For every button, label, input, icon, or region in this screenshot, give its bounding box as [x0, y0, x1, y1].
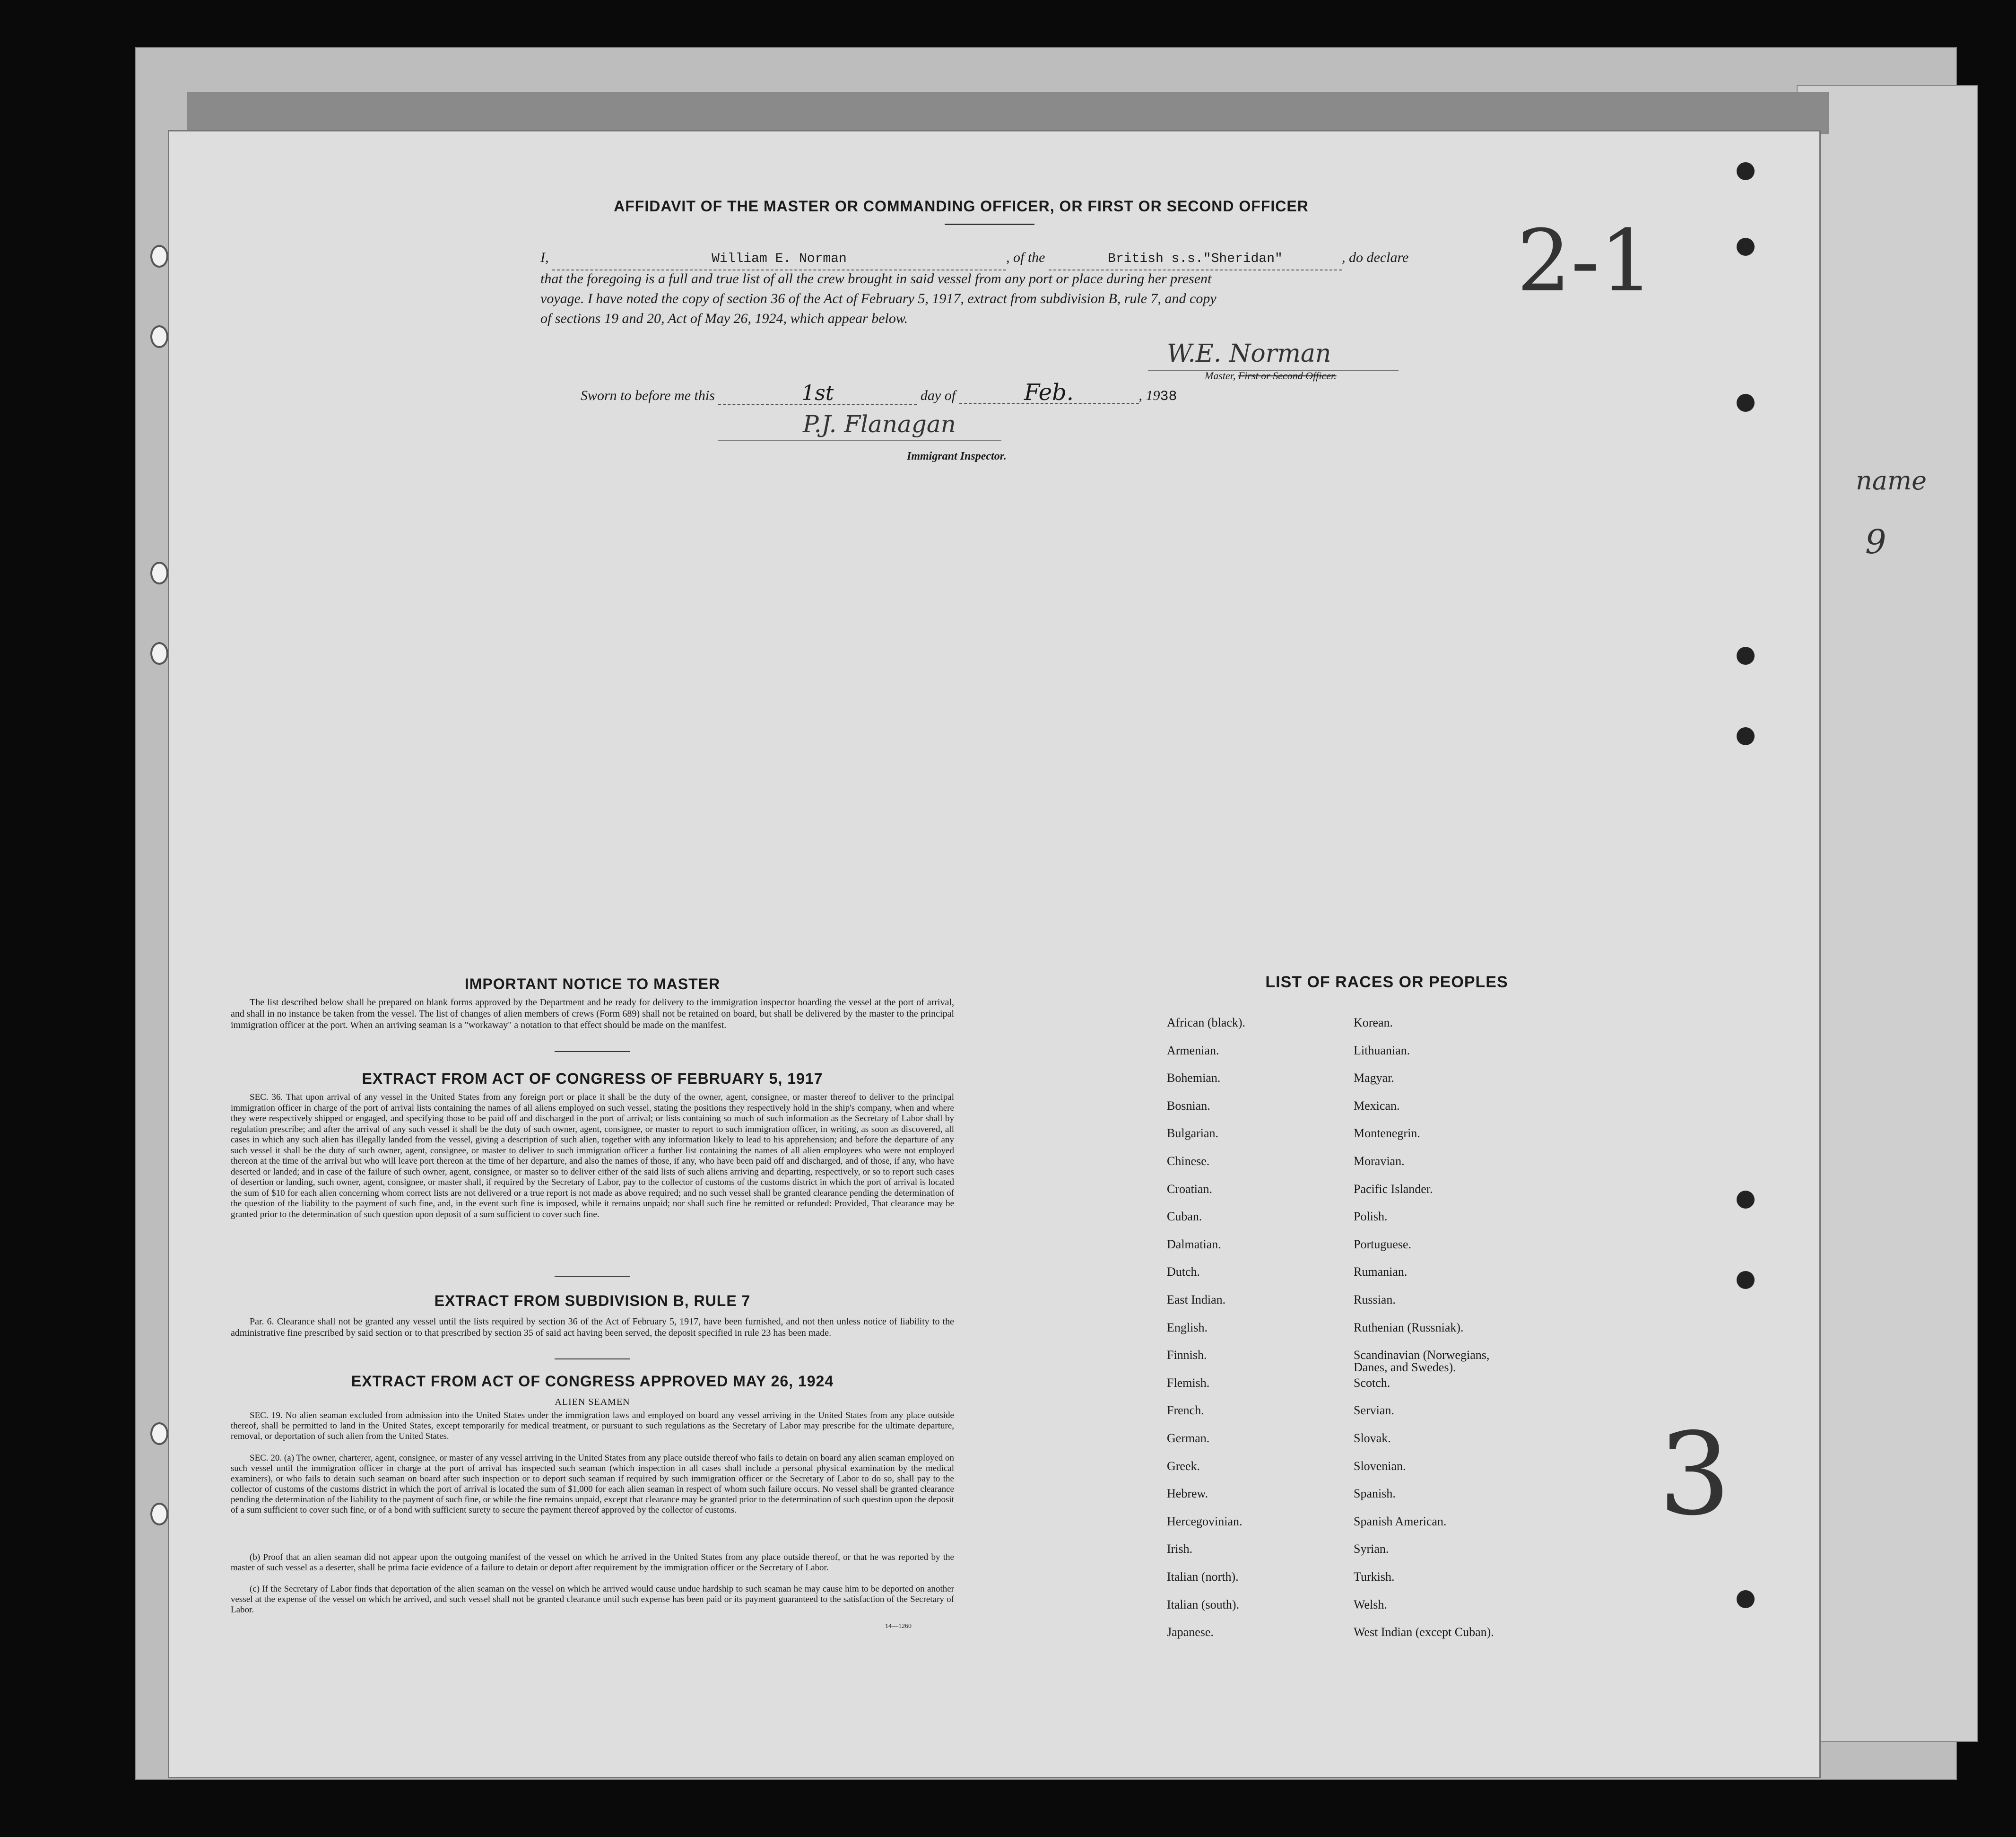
sworn-month: Feb. — [1024, 379, 1074, 406]
extract3-sec20a: SEC. 20. (a) The owner, charterer, agent, consignee, or master of any vessel arriving in the United States from any place outside thereof who fails to detain on board any alien seaman employed on such vessel until the immigration officer in charge at the port of arrival has inspected such seaman (which inspection in all cases shall include a personal physical examination by the medical examiners), or who fails to detain such seaman on board after such inspection or to deport such seaman if required by such immigration officer or the Secretary of Labor to do so, shall pay to the collector of customs of the customs district in which the port of arrival is located the sum of $1,000 for each alien seaman in respect of whom such failure occurs. No vessel shall be granted clearance pending the determination of the liability to the payment of such fine, or while the fine remains unpaid, except that clearance may be granted prior to the determination of such question upon the deposit of a sum sufficient to cover such fine, or of a bond with sufficient surety to secure the payment thereof approved by the collector of customs. — [231, 1453, 954, 1515]
race-item: Irish. — [1167, 1542, 1193, 1556]
race-item: Armenian. — [1167, 1043, 1219, 1057]
extract2-text: Par. 6. Clearance shall not be granted any vessel until the lists required by section 36 of the Act of February 5, 1917, have been furnished, and not then unless notice of liability to the administrative fine prescribed by said section or to that prescribed by section 35 of said act having been served, the deposit specified in rule 23 has been made. — [231, 1316, 954, 1338]
race-item: Spanish. — [1354, 1487, 1396, 1501]
affidavit-line-1 — [540, 247, 1448, 270]
punch-hole — [1737, 647, 1755, 665]
race-item: Japanese. — [1167, 1625, 1214, 1639]
vessel-field: British s.s."Sheridan" — [1049, 249, 1342, 270]
race-item: Magyar. — [1354, 1071, 1394, 1085]
race-item: Montenegrin. — [1354, 1126, 1420, 1141]
race-item: Mexican. — [1354, 1098, 1400, 1113]
extract2-heading: EXTRACT FROM SUBDIVISION B, RULE 7 — [434, 1292, 751, 1309]
extract3-sec19: SEC. 19. No alien seaman excluded from admission into the United States under the immigration laws and employed on board any vessel arriving in the United States from any place outside thereof, shall be permitted to land in the United States, except temporarily for medical treatment, or pursuant to such regulations as the Secretary of Labor may prescribe for the ultimate departure, removal, or deportation of such alien from the United States. — [231, 1410, 954, 1441]
punch-hole — [1737, 1590, 1755, 1608]
margin-note-top: 2-1 — [1517, 212, 1654, 311]
extract1-text: SEC. 36. That upon arrival of any vessel in the United States from any foreign port or place it shall be the duty of the owner, agent, consignee, or master thereof to deliver to the principal immigration officer in charge of the port of arrival lists containing the names of all aliens employed on such vessel, stating the positions they respectively hold in the ship's company, when and where they were respectively shipped or engaged, and specifying those to be paid off and discharged in the port of arrival; or lists containing so much of such information as the Secretary of Labor shall by regulation prescribe; and after the arrival of any such vessel it shall be the duty of such owner, agent, consignee, or master to report to such immigration officer, in writing, as soon as discovered, all cases in which any such alien has illegally landed from the vessel, giving a description of such alien, together with any information likely to lead to his apprehension; and before the departure of any such vessel it shall be the duty of such owner, agent, consignee, or master to deliver to such immigration officer a further list containing the names of all alien employees who were not employed thereon at the time of the arrival but who will leave port thereon at the time of her departure, and also the names of those, if any, who have been paid off and discharged, and of those, if any, who have deserted or landed; and in case of the failure of such owner, agent, consignee, or master so to deliver either of the said lists of such aliens arriving and departing, respectively, or so to report such cases of desertion or landing, such owner, agent, consignee, or master shall, if required by the Secretary of Labor, pay to the collector of customs of the customs district in which the port of arrival is located the sum of $10 for each alien concerning whom correct lists are not delivered or a true report is not made as above required; and no such vessel shall be granted clearance pending the determination of the question of the liability to the payment of such fine, and, in the event such fine is imposed, while it remains unpaid; nor shall such fine be remitted or refunded: Provided, That clearance may be granted prior to the determination of such question upon deposit of a sum sufficient to cover such fine. — [231, 1092, 954, 1219]
punch-hole — [1737, 1271, 1755, 1289]
race-item: Rumanian. — [1354, 1265, 1408, 1279]
extract3-sec20c: (c) If the Secretary of Labor finds that deportation of the alien seaman on the vessel on which he arrived would cause undue hardship to such seaman he may cause him to be deported on another vessel at the expense of the vessel on which he arrived, and such vessel shall not be granted clearance until such expense has been paid or its payment guaranteed to the satisfaction of the Secretary of Labor. — [231, 1584, 954, 1615]
race-item: Moravian. — [1354, 1154, 1405, 1168]
punch-hole — [150, 642, 168, 665]
race-item: Portuguese. — [1354, 1237, 1412, 1251]
punch-hole — [1737, 238, 1755, 256]
affidavit-of-the: , of the — [1006, 250, 1045, 265]
races-heading: LIST OF RACES OR PEOPLES — [1265, 973, 1508, 991]
side-note-name: name — [1856, 466, 1927, 496]
race-item: Russian. — [1354, 1293, 1396, 1306]
race-item: Chinese. — [1167, 1154, 1210, 1168]
punch-hole — [1737, 1191, 1755, 1209]
punch-hole — [150, 325, 168, 348]
affidavit-prefix: I, — [540, 250, 549, 265]
extract3-subheading: ALIEN SEAMEN — [555, 1397, 630, 1407]
race-item: Servian. — [1354, 1403, 1394, 1418]
notice-heading: IMPORTANT NOTICE TO MASTER — [464, 975, 721, 993]
race-item: Slovak. — [1354, 1431, 1391, 1445]
affidavit-line-2: that the foregoing is a full and true list of all the crew brought in said vessel from any port or place during her present — [540, 271, 1212, 287]
race-item: French. — [1167, 1403, 1204, 1418]
sworn-line — [581, 379, 1432, 407]
race-item: Bohemian. — [1167, 1071, 1221, 1085]
race-item: Flemish. — [1167, 1376, 1210, 1390]
race-item: Italian (south). — [1167, 1597, 1240, 1611]
race-item: Turkish. — [1354, 1570, 1395, 1584]
punch-hole — [150, 1503, 168, 1525]
year-suffix: 38 — [1160, 389, 1177, 405]
inspector-line — [718, 440, 1001, 441]
affidavit-declare: , do declare — [1342, 250, 1409, 265]
race-item: West Indian (except Cuban). — [1354, 1625, 1494, 1639]
sworn-month-field — [959, 379, 1139, 406]
race-item: Italian (north). — [1167, 1570, 1239, 1584]
race-item: Scotch. — [1354, 1376, 1390, 1390]
notice-text: The list described below shall be prepared on blank forms approved by the Department and be ready for delivery to the immigration inspector boarding the vessel at the port of arrival, and shall in no instance be taken from the vessel. The list of changes of alien members of crews (Form 689) shall not be retained on board, but shall be delivered by the master to the principal immigration officer at the port. When an arriving seaman is a "workaway" a notation to that effect should be made on the manifest. — [231, 997, 954, 1030]
race-item: Dutch. — [1167, 1265, 1200, 1279]
affidavit-line-4: of sections 19 and 20, Act of May 26, 1924, which appear below. — [540, 311, 908, 326]
punch-hole — [150, 1422, 168, 1445]
race-item: Greek. — [1167, 1459, 1200, 1473]
race-item: Dalmatian. — [1167, 1237, 1221, 1251]
affidavit-heading: AFFIDAVIT OF THE MASTER OR COMMANDING OFFICER, OR FIRST OR SECOND OFFICER — [614, 198, 1309, 215]
race-item: Polish. — [1354, 1210, 1388, 1224]
punch-hole — [1737, 394, 1755, 412]
extract3-sec20b: (b) Proof that an alien seaman did not appear upon the outgoing manifest of the vessel on which he arrived in the United States from any place outside thereof, or that he was reported by the master of such vessel as a deserter, shall be prima facie evidence of a failure to detain or deport after requirement by the immigration officer or the Secretary of Labor. — [231, 1552, 954, 1573]
race-item: Cuban. — [1167, 1210, 1202, 1224]
side-note-digit: 9 — [1865, 522, 1886, 561]
race-item: Bosnian. — [1167, 1098, 1210, 1113]
divider — [555, 1276, 630, 1277]
sworn-day: 1st — [801, 381, 834, 405]
race-item: Finnish. — [1167, 1348, 1207, 1362]
race-item: Croatian. — [1167, 1182, 1213, 1196]
race-item: Ruthenian (Russniak). — [1354, 1320, 1464, 1334]
race-item: Syrian. — [1354, 1542, 1389, 1556]
race-item: Pacific Islander. — [1354, 1182, 1433, 1196]
master-name-field: William E. Norman — [552, 249, 1006, 270]
document-page — [168, 130, 1821, 1778]
master-signature: W.E. Norman — [1167, 340, 1331, 368]
race-item: Lithuanian. — [1354, 1043, 1410, 1057]
divider — [555, 1051, 630, 1052]
year-prefix: , 19 — [1138, 388, 1160, 403]
sworn-prefix: Sworn to before me this — [581, 388, 715, 403]
race-item: Bulgarian. — [1167, 1126, 1219, 1141]
extract3-heading: EXTRACT FROM ACT OF CONGRESS APPROVED MAY 26, 1924 — [351, 1373, 834, 1390]
race-item: German. — [1167, 1431, 1210, 1445]
race-item: Hercegovinian. — [1167, 1514, 1243, 1528]
inspector-signature: P.J. Flanagan — [803, 410, 956, 438]
race-item: Hebrew. — [1167, 1487, 1208, 1501]
punch-hole — [150, 245, 168, 268]
race-item: Spanish American. — [1354, 1514, 1447, 1528]
race-item: English. — [1167, 1320, 1208, 1334]
caption-master: Master, — [1205, 370, 1236, 382]
margin-note-bottom: 3 — [1659, 1408, 1731, 1541]
punch-hole — [150, 562, 168, 584]
form-number: 14—1260 — [885, 1623, 912, 1630]
extract1-heading: EXTRACT FROM ACT OF CONGRESS OF FEBRUARY 5, 1917 — [362, 1070, 823, 1087]
race-item: Welsh. — [1354, 1597, 1387, 1611]
caption-struck: First or Second Officer. — [1238, 370, 1337, 382]
sworn-day-field — [718, 383, 917, 405]
top-band — [187, 92, 1829, 134]
affidavit-line-3: voyage. I have noted the copy of section 36 of the Act of February 5, 1917, extract from subdivision B, rule 7, and copy — [540, 291, 1217, 306]
inspector-caption: Immigrant Inspector. — [907, 450, 1007, 462]
back-sheet-right — [1797, 85, 1978, 1742]
race-item: Slovenian. — [1354, 1459, 1406, 1473]
divider — [555, 1358, 630, 1359]
punch-hole — [1737, 162, 1755, 180]
race-item: East Indian. — [1167, 1293, 1226, 1306]
race-item: Scandinavian (Norwegians, Danes, and Swedes). — [1354, 1348, 1490, 1375]
punch-hole — [1737, 727, 1755, 745]
heading-rule — [945, 224, 1034, 225]
sworn-day-of: day of — [920, 388, 956, 403]
race-item: African (black). — [1167, 1016, 1246, 1029]
race-item: Korean. — [1354, 1016, 1393, 1029]
